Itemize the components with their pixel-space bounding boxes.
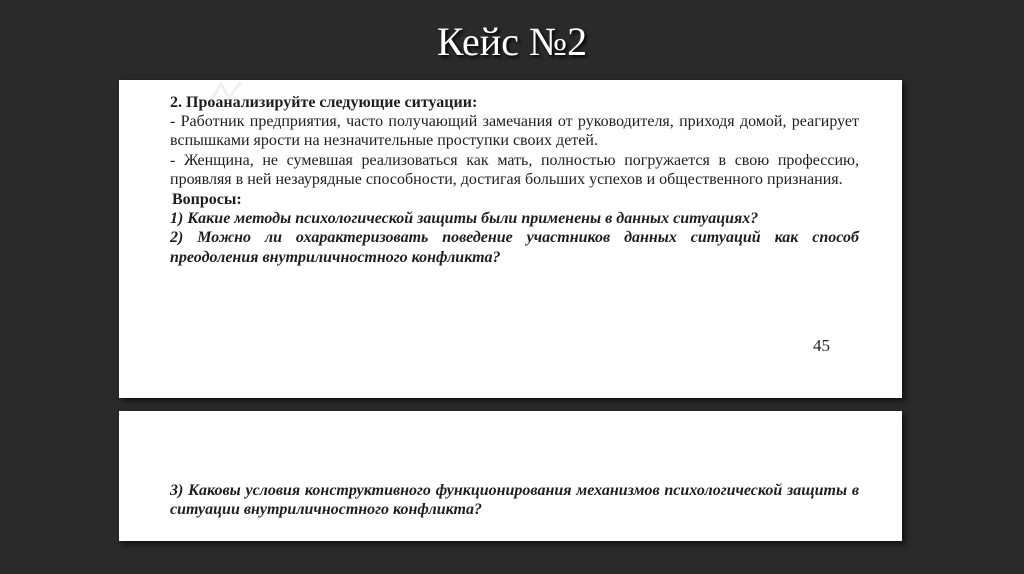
slide-title: Кейс №2: [436, 19, 588, 64]
page-number: 45: [813, 336, 830, 355]
question-1: 1) Какие методы психологической защиты были применены в данных ситуациях?: [170, 210, 759, 228]
document-page-top: [119, 80, 902, 398]
question-2: 2) Можно ли охарактеризовать поведение участников данных ситуаций как способ преодоления внутриличностного конфликта?: [170, 229, 859, 266]
situation-2: - Женщина, не сумевшая реализоваться как мать, полностью погружается в свою профессию, проявляя в ней незаурядные способности, достигая больших успехов и общественного признания.: [170, 151, 859, 188]
task-heading: 2. Проанализируйте следующие ситуации:: [170, 94, 478, 111]
situation-1: - Работник предприятия, часто получающий замечания от руководителя, приходя домой, реагирует вспышками ярости на незначительные проступки своих детей.: [170, 113, 859, 150]
questions-heading: Вопросы:: [172, 191, 242, 209]
document-text-bottom: [170, 481, 859, 519]
document-text-top: [170, 93, 859, 267]
document-page-bottom: [119, 411, 902, 541]
question-3: 3) Каковы условия конструктивного функционирования механизмов психологической защиты в ситуации внутриличностного конфликта?: [170, 482, 859, 519]
